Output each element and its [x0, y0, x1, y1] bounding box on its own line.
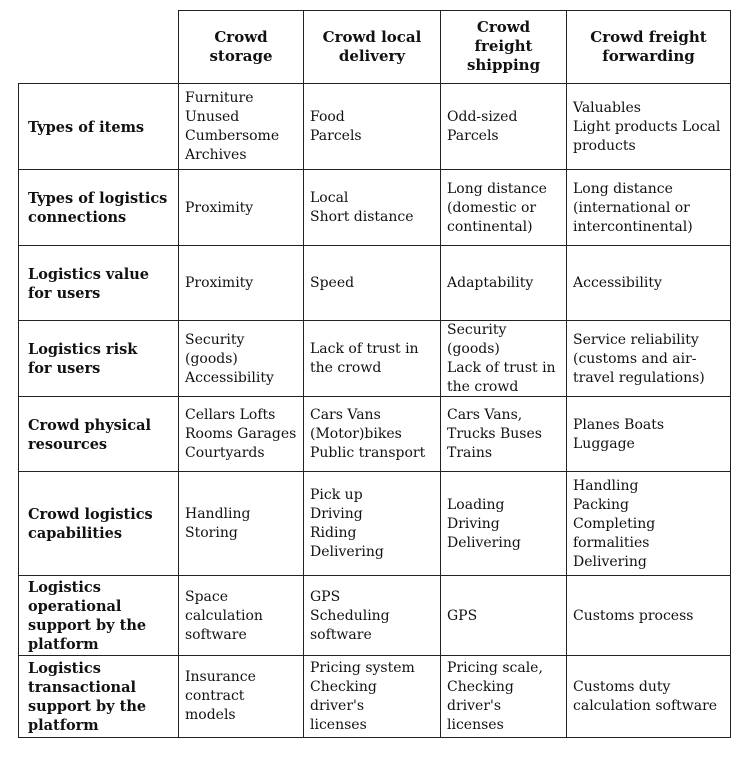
table-cell: Cellars Lofts Rooms Garages Courtyards: [178, 397, 303, 472]
table-cell: Speed: [303, 246, 440, 321]
table-cell: Cars Vans, Trucks Buses Trains: [440, 397, 566, 472]
header-crowd-freight-forwarding: Crowd freight forwarding: [566, 10, 731, 83]
row-label: Logistics transactional support by the platform: [18, 656, 178, 737]
table-cell: Long distance (international or intercontinental): [566, 170, 731, 246]
table-cell: Proximity: [178, 170, 303, 246]
table-cell: Lack of trust in the crowd: [303, 321, 440, 397]
table-cell: Handling Packing Completing formalities Delivering: [566, 472, 731, 576]
table-cell: Planes Boats Luggage: [566, 397, 731, 472]
table-row: [18, 575, 731, 656]
table-cell: Pricing system Checking driver's licenses: [303, 656, 440, 737]
table-cell: Cars Vans (Motor)bikes Public transport: [303, 397, 440, 472]
table-cell: Customs process: [566, 576, 731, 656]
table-cell: GPS Scheduling software: [303, 576, 440, 656]
table-cell: Proximity: [178, 246, 303, 321]
row-label: Crowd logistics capabilities: [18, 472, 178, 576]
table-row: [18, 320, 731, 397]
table-cell: Valuables Light products Local products: [566, 84, 731, 170]
table-cell: Adaptability: [440, 246, 566, 321]
table-row: [18, 396, 731, 472]
table-cell: Food Parcels: [303, 84, 440, 170]
row-label: Logistics risk for users: [18, 321, 178, 397]
table-cell: Insurance contract models: [178, 656, 303, 737]
table-cell: Space calculation software: [178, 576, 303, 656]
table-cell: Security (goods) Accessibility: [178, 321, 303, 397]
header-crowd-freight-shipping: Crowd freight shipping: [440, 10, 566, 83]
table-cell: Pricing scale, Checking driver's licenses: [440, 656, 566, 737]
table-cell: Pick up Driving Riding Delivering: [303, 472, 440, 576]
row-label: Logistics operational support by the platform: [18, 576, 178, 656]
table-cell: GPS: [440, 576, 566, 656]
comparison-table: [18, 10, 731, 737]
table-cell: Long distance (domestic or continental): [440, 170, 566, 246]
row-label: Logistics value for users: [18, 246, 178, 321]
row-label: Crowd physical resources: [18, 397, 178, 472]
table-row: [18, 169, 731, 246]
row-label: Types of logistics connections: [18, 170, 178, 246]
table-cell: Customs duty calculation software: [566, 656, 731, 737]
header-row: [18, 10, 731, 83]
table-row: [18, 471, 731, 576]
header-empty-cell: [18, 10, 178, 83]
header-crowd-local-delivery: Crowd local delivery: [303, 10, 440, 83]
table-cell: Loading Driving Delivering: [440, 472, 566, 576]
header-crowd-storage: Crowd storage: [178, 10, 303, 83]
table-cell: Service reliability (customs and air- travel regulations): [566, 321, 731, 397]
table-row: [18, 245, 731, 321]
table-cell: Accessibility: [566, 246, 731, 321]
table-cell: Odd-sized Parcels: [440, 84, 566, 170]
row-label: Types of items: [18, 84, 178, 170]
table-cell: Local Short distance: [303, 170, 440, 246]
table-cell: Furniture Unused Cumbersome Archives: [178, 84, 303, 170]
table-cell: Handling Storing: [178, 472, 303, 576]
table-row: [18, 655, 731, 738]
table-row: [18, 83, 731, 170]
table-cell: Security (goods) Lack of trust in the crowd: [440, 321, 566, 397]
